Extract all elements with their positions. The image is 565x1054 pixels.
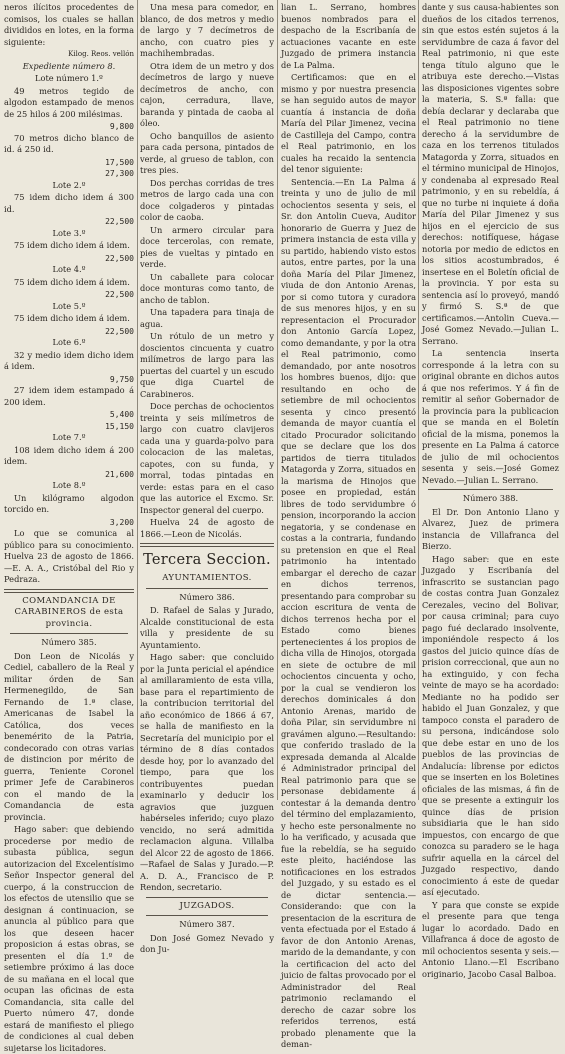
paragraph: Y para que conste se expide el presente para que tenga lugar lo acordado. Dado en Villafranca á doce de agosto de mil ochocientos sesenta y seis.—Antonio Llano.—El Escribano originario, Jacobo Casal Balboa.	[422, 899, 559, 979]
paragraph: Una mesa para comedor, en blanco, de dos metros y medio de largo y 7 decímetros de ancho, con cuatro pies y machihembradas.	[140, 2, 274, 58]
lot-value-row	[4, 409, 134, 421]
lot-value-row	[4, 253, 134, 265]
paragraph: D. Rafael de Salas y Jurado, Alcalde constitucional de esta villa y presidente de su Ayuntamiento.	[140, 605, 274, 650]
lot-sum-row	[4, 168, 134, 180]
paragraph: Una tapadera para tinaja de agua.	[140, 307, 274, 329]
paragraph: lian L. Serrano, hombres buenos nombrados para el despacho de la Escribanía de actuaciones vacante en este Juzgado de primera instancia de La Palma.	[281, 2, 416, 70]
lot-heading: Lote 4.º	[52, 264, 86, 274]
divider	[10, 633, 128, 634]
lot-heading: Lote 7.º	[52, 432, 86, 442]
column-divider	[277, 0, 278, 800]
lot-value-row	[4, 374, 134, 386]
section-rule	[140, 543, 274, 547]
lot-item: 75 idem dicho idem á idem.	[14, 313, 130, 323]
section-rule	[4, 589, 134, 593]
lot-value: 3,200	[109, 517, 134, 527]
lot-item: 75 idem dicho idem á idem.	[14, 240, 130, 250]
paragraph: Dos perchas corridas de tres metros de largo cada una con doce colgaderos y pintadas color de caoba.	[140, 177, 274, 222]
notice-number: Número 386.	[179, 591, 235, 602]
lot-value-row	[4, 289, 134, 301]
paragraph: Doce perchas de ochocientos treinta y seis milímetros de largo con cuatro clavijeros cada una y guarda-polvo para colocacion de las maletas, capotes, con su funda, y morral, todas pintadas en verde: estas para en el caso que las autorice el Excmo. Sr. Inspector general del cuerpo.	[140, 401, 274, 515]
lot-value: 9,750	[109, 374, 134, 384]
lot-value: 21,600	[105, 469, 134, 479]
paragraph: neros ilícitos procedentes de comisos, los cuales se hallan divididos en lotes, en la forma siguiente:	[4, 2, 134, 47]
lot-value-row	[4, 157, 134, 169]
lot-item: Un kilógramo algodon torcido en.	[4, 492, 134, 514]
section-subtitle: AYUNTAMIENTOS.	[162, 573, 252, 583]
expediente-title: Expediente número 8.	[22, 60, 116, 71]
notice-number: Número 387.	[179, 919, 235, 929]
lot-item: 70 metros dicho blanco de id. á 250 id.	[4, 132, 134, 154]
lot-heading: Lote número 1.º	[35, 73, 103, 83]
lot-heading: Lote 8.º	[52, 480, 86, 490]
table-header: Kilog. Reos. vellón	[68, 50, 134, 58]
paragraph: Un caballete para colocar doce monturas como tanto, de ancho de tablon.	[140, 271, 274, 305]
lot-item: 49 metros tegido de algodon estampado de menos de 25 hilos á 200 milésimas.	[4, 85, 134, 119]
divider	[428, 489, 553, 490]
paragraph: Un armero circular para doce tercerolas, con remate, pies de vueltas y pintado en verde.	[140, 224, 274, 269]
divider	[146, 588, 268, 589]
column-2	[140, 2, 274, 954]
column-1	[4, 2, 134, 1053]
lot-sum-row	[4, 421, 134, 433]
notice-number: Número 388.	[462, 493, 519, 503]
paragraph: Hago saber: que concluido por la Junta pericial el apéndice al amillaramiento de esta villa, base para el repartimiento de la contribucion territorial del año económico de 1866 á 67, se halla de manifiesto en la Secretaría del municipio por el término de 8 días contados desde hoy, por lo avanzado del tiempo, para que los contribuyentes puedan examinarlo y deducir los agravios que juzguen habérseles inferido; cuyo plazo vencido, no será admitida reclamacion alguna. Villalba del Alcor 22 de agosto de 1866.—Rafael de Salas y Jurado.—P. A. D. A., Francisco de P. Rendon, secretario.	[140, 652, 274, 892]
lot-value: 22,500	[105, 253, 134, 263]
lot-item: 108 idem dicho idem á 200 idem.	[4, 444, 134, 466]
column-divider	[418, 0, 419, 800]
lot-value: 22,500	[105, 290, 134, 299]
lot-sum: 15,150	[105, 421, 134, 431]
paragraph: dante y sus causa-habientes son dueños de los citados terrenos, sin que estos estén sujetos á la servidumbre de caza á favor del Real patrimonio, ni que este tenga título alguno que le atribuya este derecho.—Vistas las disposiciones vigentes sobre la materia, S. S.ª falla: que debía declarar y declaraba que el Real patrimonio no tiene derecho á la servidumbre de caza en los terrenos titulados Matagorda y Zorra, situados en el término municipal de Hinojos, y condenaba al expresado Real patrimonio, y en su rebeldía, á que no turbe ni inquiete á doña María del Pilar Jimenez y sus hijos en el ejercicio de sus derechos: notifíquese, hágase notoria por medio de edictos en los sitios acostumbrados, é insertese en el Boletín oficial de la provincia. Y por esta su sentencia así lo proveyó, mandó y firmó S. S.ª de que certificamos.—Antolin Cueva.—José Gomez Nevado.—Julian L. Serrano.	[422, 2, 559, 346]
paragraph: Sentencia.—En La Palma á treinta y uno de julio de mil ochocientos sesenta y seis, el Sr. don Antolin Cueva, Auditor honorario de Guerra y Juez de primera instancia de esta villa y su partido, habiendo visto estos autos, entre partes, por la una doña María del Pilar Jimenez, viuda de don Antonio Arenas, por si como tutora y curadora de sus menores hijos, y en su representacion el Procurador don Antonio García Lopez, como demandante, y por la otra el Real patrimonio, como demandado, por ante nosotros los hombres buenos, dijo: que resultando en ocho de setiembre de mil ochocientos sesenta y cinco presentó demanda de mayor cuantía el citado Procurador solicitando que se declare que los dos partidos de tierra titulados Matagorda y Zorra, situados en la marisma de Hinojos que posee en propiedad, están libres de todo servidumbre ó pension, incorporando la accion negatoria, y se condenase en costas a la contraria, fundando su pretension en que el Real patrimonio ha intentado embargar el derecho de cazar en dichos terrenos, presentando para comprobar su accion escritura de venta de dichos terrenos hecha por el Estado como bienes pertenecientes á los propios de dicha villa de Hinojos, otorgada en siete de octubre de mil ochocientos cincuenta y ocho, por la cual se vendieron los derechos dominicales á don Antonio Arenas, marido de doña Pilar, sin servidumbre ni gravámen alguno.—Resultando: que conferido traslado de la expresada demanda al Alcalde é Administrador principal del Real patrimonio para que se personase debidamente á contestar á la demanda dentro del término del emplazamiento, y hecho este personalmente no lo ha verificado, y acusada que fue la rebeldía, se ha seguido este pleito, haciéndose las notificaciones en los estrados del Juzgado, y su estado es el de dictar sentencia.—Considerando: que con la presentacion de la escritura de venta efectuada por el Estado á favor de don Antonio Arenas, marido de la demandante, y con la certificacion del acto del juicio de faltas provocado por el Administrador del Real patrimonio reclamando el derecho de cazar sobre los referidos terrenos, está probado plenamente que la deman-	[281, 176, 416, 1049]
paragraph: Hago saber: que en este Juzgado y Escribanía del infrascrito se sustancian pago de costas contra Juan Gonzalez Cerezales, vecino del Bolivar, por causa criminal; para cuyo pago fué declarado insolvente, imponiéndole respecto á los gastos del juicio quince días de prision correccional, que aun no ha extinguido, y con fecha veinte de mayo se ha acordado: Mediante no ha podido ser habido el Juan Gonzalez, y que tampoco consta el paradero de su persona, indicándose solo que debe estar en uno de los pueblos de las provincias de Andalucía: líbrense por edictos que se inserten en los Boletines oficiales de las mismas, á fin de que se presente a extinguir los quince días de prision subsidiaria que le han sido impuestos, con encargo de que conozca su paradero se le haga sufrir aquella en la cárcel del Juzgado respectivo, dando conocimiento á este de quedar así ejecutado.	[422, 553, 559, 897]
lot-item: 75 idem dicho idem á idem.	[14, 276, 130, 287]
lot-value: 9,800	[109, 122, 134, 131]
paragraph: Don José Gomez Nevado y don Ju-	[140, 932, 274, 954]
lot-item: 75 idem dicho idem á 300 id.	[4, 192, 134, 214]
paragraph: Lo que se comunica al público para su conocimiento. Huelva 23 de agosto de 1866.—E. A. A., Cristóbal del Rio y Pedraza.	[4, 528, 134, 584]
lot-value-row	[4, 216, 134, 228]
paragraph: Otra idem de un metro y dos decímetros de largo y nueve decímetros de ancho, con cajon, cerradura, llave, baranda y pintada de caoba al óleo.	[140, 60, 274, 128]
divider	[146, 915, 268, 916]
lot-value-row	[4, 517, 134, 529]
divider	[146, 897, 268, 898]
lot-item: 27 idem idem estampado á 200 idem.	[4, 385, 134, 407]
paragraph: Ocho banquillos de asiento para cada persona, pintados de verde, al grueso de tablon, con tres pies.	[140, 130, 274, 175]
lot-item: 32 y medio idem dicho idem á idem.	[4, 349, 134, 371]
lot-value: 5,400	[109, 410, 134, 419]
lot-heading: Lote 5.º	[52, 300, 86, 311]
column-3	[281, 2, 416, 1049]
lot-heading: Lote 2.º	[52, 179, 86, 190]
notice-number: Número 385.	[41, 637, 97, 647]
paragraph: Huelva 24 de agosto de 1866.—Leon de Nicolás.	[140, 517, 274, 539]
lot-value-row	[4, 326, 134, 338]
section-subtitle: JUZGADOS.	[179, 900, 235, 911]
paragraph: El Dr. Don Antonio Llano y Alvarez, Juez de primera instancia de Villafranca del Bierzo.	[422, 506, 559, 551]
section-title: Tercera Seccion.	[143, 552, 271, 568]
lot-value-row	[4, 121, 134, 133]
paragraph: Don Leon de Nicolás y Cediel, caballero de la Real y militar órden de San Hermenegildo, de San Fernando de 1.ª clase, Americanas de Isabel la Católica, dos veces benemérito de la Patria, condecorado con otras varias de distincion por mérito de guerra, Teniente Coronel primer Jefe de Carabineros con el mando de la Comandancia de esta provincia.	[4, 650, 134, 822]
lot-value-row	[4, 469, 134, 481]
paragraph: Hago saber: que debiendo procederse por medio de subasta pública, segun autorizacion del Excelentísimo Señor Inspector general del cuerpo, á la construccion de los efectos de utensilio que se designan á continuacion, se anuncia al público para que los que deseen hacer proposicion á estas obras, se presenten el día 1.º de setiembre próximo á las doce de su mañana en el local que ocupan las oficinas de esta Comandancia, sita calle del Puerto número 47, donde estará de manifiesto el pliego de condiciones al cual deben sujetarse los licitadores.	[4, 824, 134, 1053]
lot-heading: Lote 6.º	[52, 337, 86, 347]
paragraph: Certificamos: que en el mismo y por nuestra presencia se han seguido autos de mayor cuantía á instancia de doña María del Pilar Jimenez, vecina de Castilleja del Campo, contra el Real patrimonio, en los cuales ha recaido la sentencia del tenor siguiente:	[281, 72, 416, 174]
lot-sum: 27,300	[105, 169, 134, 178]
lot-value: 22,500	[105, 326, 134, 336]
paragraph: Un rótulo de un metro y doscientos cincuenta y cuatro milímetros de largo para las puertas del cuartel y un escudo que diga Cuartel de Carabineros.	[140, 331, 274, 399]
column-divider	[137, 0, 138, 800]
column-4	[422, 2, 559, 979]
lot-value: 17,500	[105, 157, 134, 167]
lot-value: 22,500	[105, 217, 134, 226]
section-title: COMANDANCIA DE CARABINEROS de esta provincia.	[14, 595, 124, 629]
lot-heading: Lote 3.º	[52, 227, 86, 238]
paragraph: La sentencia inserta corresponde á la letra con su original obrante en dichos autos á que nos referimos. Y á fin de remitir al señor Gobernador de la provincia para la publicacion que se manda en el Boletín oficial de la misma, ponemos la presente en La Palma á catorce de julio de mil ochocientos sesenta y seis.—José Gomez Nevado.—Julian L. Serrano.	[422, 348, 559, 485]
